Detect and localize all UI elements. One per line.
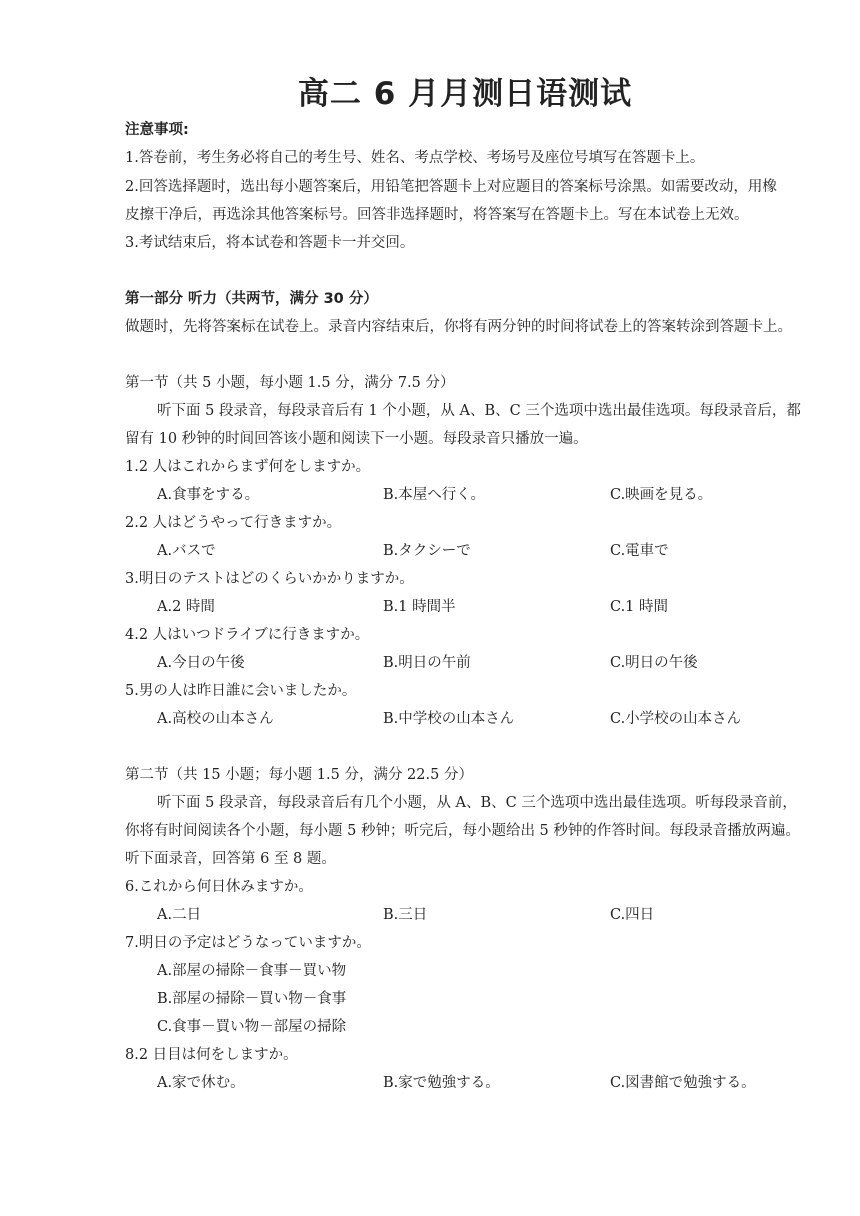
q7-option-c: C.食事－買い物－部屋の掃除	[157, 1019, 347, 1035]
q1-option-c: C.映画を見る。	[610, 487, 713, 503]
question-3: 3.明日のテストはどのくらいかかりますか。	[125, 571, 414, 587]
notice-item-2-cont: 皮擦干净后，再选涂其他答案标号。回答非选择题时，将答案写在答题卡上。写在本试卷上无效。	[125, 207, 749, 223]
question-6: 6.これから何日休みますか。	[125, 879, 313, 895]
notice-item-3: 3.考试结束后，将本试卷和答题卡一并交回。	[125, 235, 415, 251]
section2-instruction-2: 你将有时间阅读各个小题，每小题 5 秒钟；听完后，每小题给出 5 秒钟的作答时间。每段录音播放两遍。	[125, 823, 800, 839]
q7-option-a: A.部屋の掃除－食事－買い物	[157, 963, 347, 979]
part1-instruction: 做题时，先将答案标在试卷上。录音内容结束后，你将有两分钟的时间将试卷上的答案转涂到答题卡上。	[125, 319, 792, 335]
question-1: 1.2 人はこれからまず何をしますか。	[125, 459, 371, 475]
section2-heading: 第二节（共 15 小题；每小题 1.5 分，满分 22.5 分）	[125, 767, 473, 783]
q3-option-b: B.1 時間半	[383, 599, 456, 615]
section2-instruction-1: 听下面 5 段录音，每段录音后有几个小题，从 A、B、C 三个选项中选出最佳选项。听每段录音前，	[157, 795, 797, 811]
q4-option-c: C.明日の午後	[610, 655, 698, 671]
part1-heading: 第一部分 听力（共两节，满分 30 分）	[125, 291, 378, 307]
q5-option-b: B.中学校の山本さん	[383, 711, 515, 727]
q3-option-a: A.2 時間	[157, 599, 215, 615]
q6-option-a: A.二日	[157, 907, 202, 923]
section2-instruction-3: 听下面录音，回答第 6 至 8 题。	[125, 851, 336, 867]
section1-instruction-1: 听下面 5 段录音，每段录音后有 1 个小题，从 A、B、C 三个选项中选出最佳选项。每段录音后，都	[157, 403, 801, 419]
q5-option-c: C.小学校の山本さん	[610, 711, 742, 727]
q2-option-b: B.タクシーで	[383, 543, 471, 559]
notice-item-2: 2.回答选择题时，选出每小题答案后，用铅笔把答题卡上对应题目的答案标号涂黑。如需要改动，用橡	[125, 179, 777, 195]
section1-heading: 第一节（共 5 小题，每小题 1.5 分，满分 7.5 分）	[125, 375, 455, 391]
q2-option-a: A.バスで	[157, 543, 216, 559]
q5-option-a: A.高校の山本さん	[157, 711, 274, 727]
q8-option-c: C.図書館で勉強する。	[610, 1075, 756, 1091]
q1-option-b: B.本屋へ行く。	[383, 487, 485, 503]
page-title: 高二 6 月月测日语测试	[297, 76, 633, 112]
q8-option-b: B.家で勉強する。	[383, 1075, 500, 1091]
question-8: 8.2 日目は何をしますか。	[125, 1047, 298, 1063]
q1-option-a: A.食事をする。	[157, 487, 260, 503]
q7-option-b: B.部屋の掃除－買い物－食事	[157, 991, 347, 1007]
question-7: 7.明日の予定はどうなっていますか。	[125, 935, 371, 951]
question-4: 4.2 人はいつドライブに行きますか。	[125, 627, 370, 643]
notice-item-1: 1.答卷前，考生务必将自己的考生号、姓名、考点学校、考场号及座位号填写在答题卡上。	[125, 150, 705, 166]
q3-option-c: C.1 時間	[610, 599, 669, 615]
q4-option-a: A.今日の午後	[157, 655, 245, 671]
q8-option-a: A.家で休む。	[157, 1075, 245, 1091]
question-2: 2.2 人はどうやって行きますか。	[125, 515, 342, 531]
q2-option-c: C.電車で	[610, 543, 669, 559]
section1-instruction-2: 留有 10 秒钟的时间回答该小题和阅读下一小题。每段录音只播放一遍。	[125, 431, 588, 447]
notice-heading: 注意事项:	[125, 122, 189, 138]
q4-option-b: B.明日の午前	[383, 655, 471, 671]
question-5: 5.男の人は昨日誰に会いましたか。	[125, 683, 357, 699]
q6-option-b: B.三日	[383, 907, 428, 923]
q6-option-c: C.四日	[610, 907, 655, 923]
